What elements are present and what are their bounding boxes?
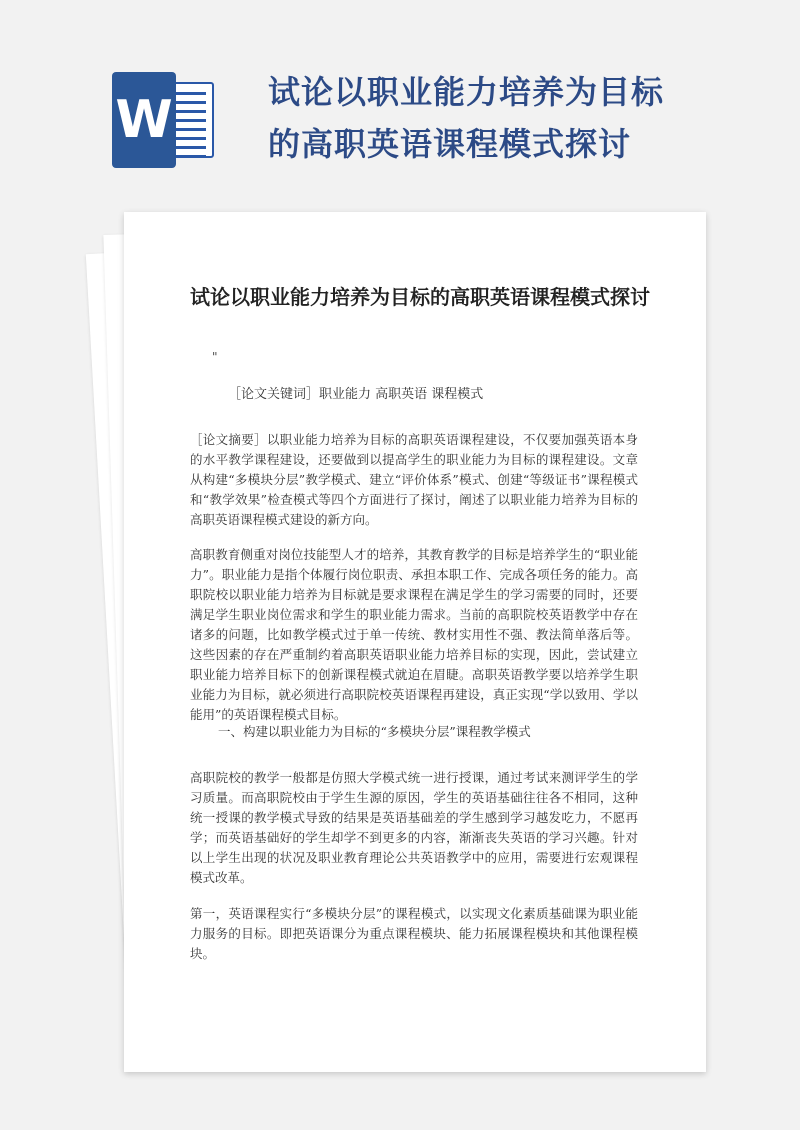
body-paragraph: 高职院校的教学一般都是仿照大学模式统一进行授课，通过考试来测评学生的学习质量。而高职院校由于学生生源的原因，学生的英语基础往往各不相同，这种统一授课的教学模式导致的结果是英语基础差的学生感到学习越发吃力，不愿再学；而英语基础好的学生却学不到更多的内容，渐渐丧失英语的学习兴趣。针对以上学生出现的状况及职业教育理论公共英语教学中的应用，需要进行宏观课程模式改革。: [190, 770, 638, 885]
page-title: 试论以职业能力培养为目标的高职英语课程模式探讨: [268, 73, 665, 163]
document-title: 试论以职业能力培养为目标的高职英语课程模式探讨: [190, 285, 650, 309]
body-paragraph: 第一，英语课程实行“多模块分层”的课程模式，以实现文化素质基础课为职业能力服务的目标。即把英语课分为重点课程模块、能力拓展课程模块和其他课程模块。: [190, 906, 638, 961]
section-heading: 一、构建以职业能力为目标的“多模块分层”课程教学模式: [218, 724, 531, 739]
word-document-icon: [112, 72, 220, 168]
body-paragraph: 高职教育侧重对岗位技能型人才的培养，其教育教学的目标是培养学生的“职业能力”。职业能力是指个体履行岗位职责、承担本职工作、完成各项任务的能力。高职院校以职业能力培养为目标就是要求课程在满足学生的学习需要的同时，还要满足学生职业岗位需求和学生的职业能力需求。当前的高职院校英语教学中存在诸多的问题，比如教学模式过于单一传统、教材实用性不强、教法简单落后等。这些因素的存在严重制约着高职英语职业能力培养目标的实现，因此，尝试建立职业能力培养目标下的创新课程模式就迫在眉睫。高职英语教学要以培养学生职业能力为目标，就必须进行高职院校英语课程再建设，真正实现“学以致用、学以能用”的英语课程模式目标。: [190, 547, 638, 722]
keywords-line: ［论文关键词］职业能力 高职英语 课程模式: [228, 387, 484, 402]
word-badge: W: [112, 72, 176, 168]
quote-mark: ": [212, 350, 218, 364]
abstract-paragraph: ［论文摘要］以职业能力培养为目标的高职英语课程建设，不仅要加强英语本身的水平教学课程建设，还要做到以提高学生的职业能力为目标的课程建设。文章从构建“多模块分层”教学模式、建立“评价体系”模式、创建“等级证书”课程模式和“教学效果”检查模式等四个方面进行了探讨，阐述了以职业能力培养为目标的高职英语课程模式建设的新方向。: [190, 432, 638, 527]
